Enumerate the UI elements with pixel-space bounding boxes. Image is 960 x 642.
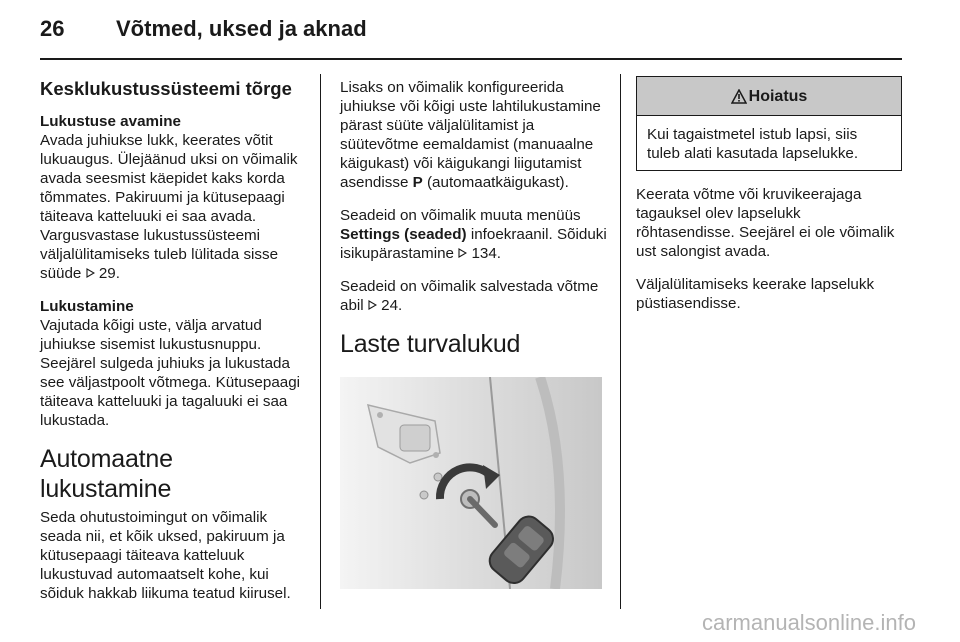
settings-text-mid: infoekraanil. Sõiduki isikupärastamine: [340, 226, 607, 262]
subheading-lock: Lukustamine: [40, 298, 134, 315]
column-1: [40, 78, 310, 617]
page-title: Võtmed, uksed ja aknad: [116, 16, 367, 41]
reference-triangle-icon: [458, 248, 467, 258]
save-text: Seadeid on võimalik salvestada võtme abil: [340, 278, 599, 314]
column-divider: [620, 74, 621, 609]
settings-menu-name: Settings (seaded): [340, 226, 467, 243]
config-text-end: (automaatkäigukast).: [427, 174, 569, 191]
settings-page-ref[interactable]: 134.: [471, 245, 501, 262]
settings-paragraph: [340, 206, 608, 263]
unlock-page-ref[interactable]: 29.: [98, 265, 120, 282]
child-lock-off-paragraph: Väljalülitamiseks keerake lapselukk püstiasendisse.: [636, 276, 875, 312]
warning-box: [636, 76, 902, 171]
warning-text: Kui tagaistmetel istub lapsi, siis tuleb alati kasutada lapselukke.: [647, 126, 859, 162]
section-title-child-locks: Laste turvalukud: [340, 330, 521, 358]
warning-triangle-icon: [731, 89, 747, 104]
unlock-text: Avada juhiukse lukk, keerates võtit lukuaugus. Ülejäänud uksi on võimalik avada seesmist käepidet kaks korda tõmmates. Pakiruumi ja kütusepaagi täiteava katteluuki ei saa avada. Vargusvastase lukustussüsteemi väljalülitamiseks tuleb lülitada sisse süüde: [40, 132, 298, 282]
child-lock-photo: [340, 377, 602, 589]
reference-triangle-icon: [368, 300, 377, 310]
warning-title: Hoiatus: [748, 87, 808, 105]
subheading-unlock: Lukustuse avamine: [40, 113, 181, 130]
column-3: [636, 76, 902, 327]
section-title: Kesklukustussüsteemi tõrge: [40, 78, 292, 99]
header-rule: [40, 58, 902, 60]
unlock-paragraph: [40, 131, 310, 283]
column-divider: [320, 74, 321, 609]
config-text: Lisaks on võimalik konfigureerida juhiukse või kõigi uste lahtilukustamine pärast süüte väljalülitamist ja süütevõtme eemaldamist (manuaalne käigukast) või käigukangi liigutamist asendisse: [340, 79, 601, 191]
config-paragraph: [340, 78, 608, 192]
reference-triangle-icon: [86, 268, 95, 278]
auto-lock-paragraph: Seda ohutustoimingut on võimalik seada nii, et kõik uksed, pakiruum ja kütusepaagi täiteava katteluuk lukustuvad automaatselt kohe, kui sõiduk hakkab liikuma teatud kiirusel.: [40, 509, 291, 602]
warning-header: [637, 77, 901, 116]
page-number: 26: [40, 16, 65, 41]
settings-text-start: Seadeid on võimalik muuta menüüs: [340, 207, 581, 224]
watermark: carmanualsonline.info: [701, 610, 916, 635]
gear-position-p: P: [412, 174, 423, 191]
child-lock-on-paragraph: Keerata võtme või kruvikeerajaga tagauksel olev lapselukk rõhtasendisse. Seejärel ei ole võimalik ust salongist avada.: [636, 186, 895, 260]
save-paragraph: [340, 277, 608, 315]
column-2: [340, 78, 608, 589]
lock-paragraph: Vajutada kõigi uste, välja arvatud juhiukse sisemist lukustusnuppu. Seejärel sulgeda juhiuks ja lukustada see väljastpoolt võtmega. Kütusepaagi täiteava katteluuki ja tagaluuki ei saa lukustada.: [40, 317, 301, 429]
section-title-auto-lock: Automaatne lukustamine: [40, 445, 173, 503]
save-page-ref[interactable]: 24.: [381, 297, 403, 314]
